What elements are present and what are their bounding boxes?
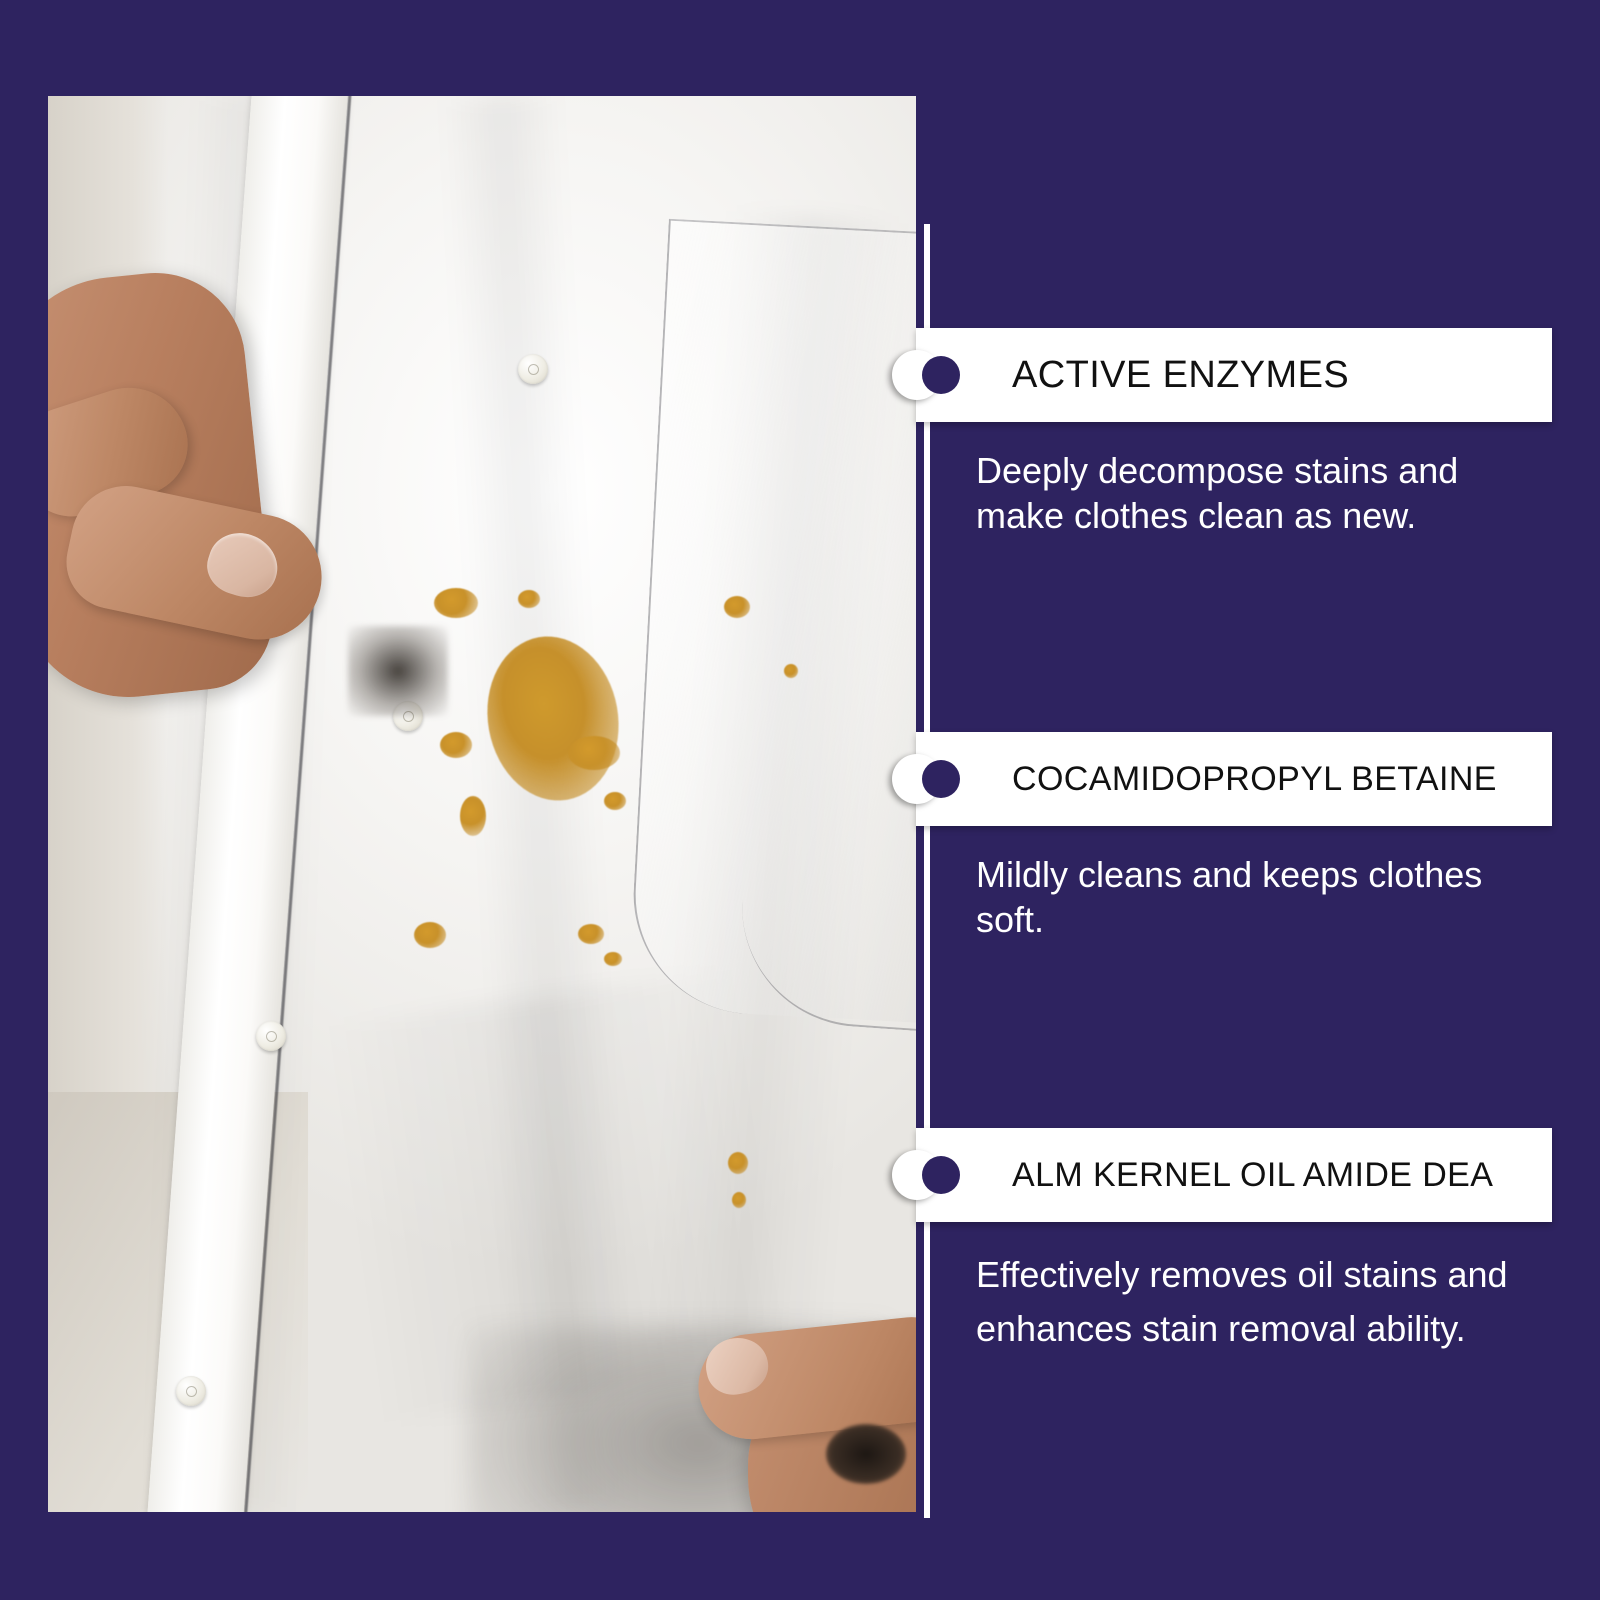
stain-spot xyxy=(518,590,540,608)
feature-title-bar xyxy=(916,732,1552,826)
stain-spot xyxy=(568,736,620,770)
shirt-button xyxy=(256,1021,286,1051)
stain-spot xyxy=(434,588,478,618)
stain-spot xyxy=(578,924,604,944)
feature-title: ACTIVE ENZYMES xyxy=(1012,353,1350,396)
stain-spot xyxy=(414,922,446,948)
pinch-shadow xyxy=(348,626,448,716)
shirt-button xyxy=(176,1376,206,1406)
feature-item-active-enzymes xyxy=(916,328,1552,539)
bullet-circle-cutout-icon xyxy=(922,1156,960,1194)
stain-spot xyxy=(604,792,626,810)
feature-description: Mildly cleans and keeps clothes soft. xyxy=(976,854,1483,941)
feature-description: Effectively removes oil stains and enhances stain removal ability. xyxy=(976,1254,1508,1349)
shirt-button xyxy=(518,354,548,384)
stain-spot xyxy=(728,1152,748,1174)
stained-white-shirt-photo xyxy=(48,96,916,1512)
stain-spot xyxy=(460,796,486,836)
bullet-circle-cutout-icon xyxy=(922,356,960,394)
stain-spot xyxy=(440,732,472,758)
stain-spot xyxy=(732,1192,746,1208)
feature-item-cocamidopropyl-betaine xyxy=(916,732,1552,943)
feature-item-palm-kernel-oil-amide-dea xyxy=(916,1128,1552,1356)
feature-title: ALM KERNEL OIL AMIDE DEA xyxy=(1012,1155,1494,1194)
finger-gap-shadow xyxy=(826,1424,906,1484)
stain-spot xyxy=(604,952,622,966)
hand-lower xyxy=(658,1296,916,1512)
feature-list xyxy=(916,96,1552,1512)
bullet-circle-cutout-icon xyxy=(922,760,960,798)
feature-title: COCAMIDOPROPYL BETAINE xyxy=(1012,759,1497,798)
feature-description: Deeply decompose stains and make clothes clean as new. xyxy=(976,450,1459,537)
stain-spot xyxy=(784,664,798,678)
hand-upper xyxy=(48,276,338,706)
stain-spot xyxy=(724,596,750,618)
feature-title-bar xyxy=(916,1128,1552,1222)
feature-title-bar xyxy=(916,328,1552,422)
